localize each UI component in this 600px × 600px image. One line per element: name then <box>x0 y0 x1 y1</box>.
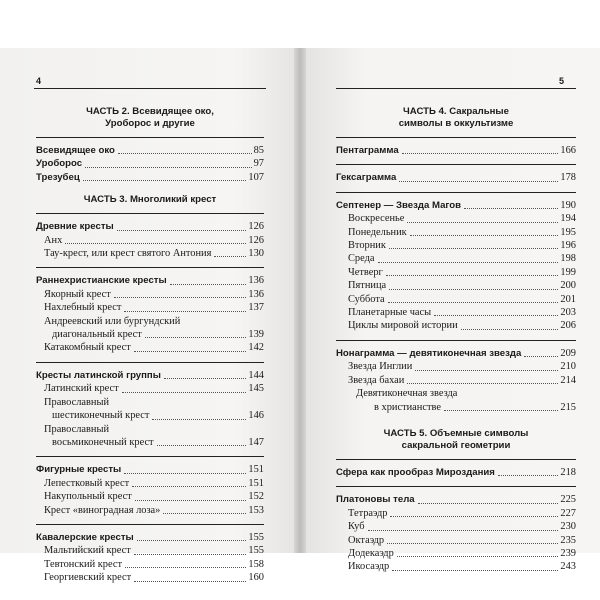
divider <box>36 267 264 268</box>
toc-entry[interactable] <box>36 157 264 170</box>
leader-dots <box>461 329 559 330</box>
toc-subentry[interactable] <box>336 374 576 387</box>
entry-title: Гексаграмма <box>336 172 397 184</box>
header-rule <box>34 88 266 89</box>
leader-dots <box>407 383 558 384</box>
toc-subentry[interactable] <box>36 315 264 342</box>
entry-title: Циклы мировой истории <box>348 320 458 332</box>
entry-page: 126 <box>248 234 264 246</box>
entry-title: Планетарные часы <box>348 307 432 319</box>
leader-dots <box>124 473 246 474</box>
entry-page: 166 <box>560 145 576 156</box>
toc-entry[interactable] <box>36 274 264 287</box>
toc-subentry[interactable] <box>336 252 576 265</box>
entry-page: 158 <box>248 558 264 570</box>
toc-subentry[interactable] <box>336 319 576 332</box>
leader-dots <box>152 419 246 420</box>
divider <box>336 192 576 193</box>
leader-dots <box>134 351 247 352</box>
leader-dots <box>170 284 247 285</box>
right-page-number: 5 <box>558 76 564 86</box>
divider <box>336 340 576 341</box>
left-page-number: 4 <box>36 76 42 86</box>
part-2-heading <box>36 106 264 130</box>
entry-title: Тау-крест, или крест святого Антония <box>44 248 212 260</box>
entry-title: Тетраэдр <box>348 507 388 519</box>
leader-dots <box>524 356 558 357</box>
leader-dots <box>134 554 247 555</box>
leader-dots <box>117 230 247 231</box>
leader-dots <box>386 275 559 276</box>
toc-subentry[interactable] <box>36 544 264 557</box>
entry-page: 215 <box>560 401 576 413</box>
entry-title: Древние кресты <box>36 221 114 233</box>
entry-title: Андреевский или бургундский <box>44 315 181 327</box>
toc-entry[interactable] <box>36 531 264 544</box>
entry-page: 97 <box>253 158 264 170</box>
toc-subentry[interactable] <box>336 547 576 560</box>
toc-subentry[interactable] <box>36 234 264 247</box>
entry-title: Православный <box>44 396 110 408</box>
toc-subentry[interactable] <box>36 423 264 450</box>
toc-entry[interactable] <box>36 463 264 476</box>
toc-subentry[interactable] <box>36 504 264 517</box>
leader-dots <box>118 153 252 154</box>
leader-dots <box>387 543 558 544</box>
entry-title: Православный <box>44 423 110 435</box>
entry-page: 160 <box>248 572 264 584</box>
entry-page: 137 <box>248 302 264 314</box>
entry-title: Пентаграмма <box>336 145 399 156</box>
toc-entry[interactable] <box>336 199 576 212</box>
entry-page: 199 <box>560 266 576 278</box>
divider <box>336 459 576 460</box>
toc-subentry[interactable] <box>336 279 576 292</box>
entry-title: Икосаэдр <box>348 561 390 573</box>
leader-dots <box>390 516 558 517</box>
entry-page: 218 <box>560 466 576 478</box>
part-title-line: ЧАСТЬ 2. Всевидящее око, <box>86 106 214 117</box>
toc-subentry[interactable] <box>336 534 576 547</box>
leader-dots <box>389 289 558 290</box>
entry-title: Всевидящее око <box>36 145 115 156</box>
entry-page: 130 <box>248 248 264 260</box>
entry-title: Крест «виноградная лоза» <box>44 504 161 516</box>
entry-page: 142 <box>248 342 264 354</box>
entry-page: 198 <box>560 253 576 265</box>
toc-subentry[interactable] <box>336 239 576 252</box>
entry-page: 147 <box>248 436 264 448</box>
entry-page: 203 <box>560 307 576 319</box>
part-3-heading: ЧАСТЬ 3. Многоликий крест <box>83 194 217 206</box>
entry-page: 195 <box>560 226 576 238</box>
toc-subentry[interactable] <box>336 293 576 306</box>
leader-dots <box>407 222 558 223</box>
entry-page: 230 <box>560 521 576 533</box>
entry-page: 190 <box>560 199 576 211</box>
entry-page: 243 <box>560 561 576 573</box>
toc-subentry[interactable] <box>36 571 264 584</box>
entry-page: 196 <box>560 240 576 252</box>
entry-page: 145 <box>248 383 264 395</box>
entry-page: 227 <box>560 507 576 519</box>
entry-title: шестиконечный крест <box>52 410 150 422</box>
entry-page: 155 <box>248 531 264 543</box>
entry-title: в христианстве <box>374 401 441 413</box>
entry-page: 239 <box>560 547 576 559</box>
toc-subentry[interactable] <box>36 477 264 490</box>
entry-title: Уроборос <box>36 158 83 170</box>
entry-title: Вторник <box>348 240 386 252</box>
entry-title: диагональный крест <box>52 329 142 341</box>
leader-dots <box>388 302 559 303</box>
toc-subentry[interactable] <box>36 558 264 571</box>
divider <box>336 137 576 138</box>
leader-dots <box>402 153 559 154</box>
entry-title: Среда <box>348 253 375 265</box>
part-4-heading <box>336 106 576 130</box>
part-title-line: символы в оккультизме <box>398 118 514 129</box>
entry-page: 194 <box>560 213 576 225</box>
toc-entry[interactable] <box>336 347 576 360</box>
entry-page: 200 <box>560 280 576 292</box>
toc-subentry[interactable] <box>36 396 264 423</box>
book-gutter <box>294 48 306 553</box>
divider <box>336 164 576 165</box>
leader-dots <box>418 503 559 504</box>
leader-dots <box>434 315 558 316</box>
leader-dots <box>137 540 247 541</box>
leader-dots <box>399 181 558 182</box>
toc-subentry[interactable] <box>336 387 576 414</box>
entry-page: 209 <box>560 347 576 359</box>
entry-title: Воскресенье <box>348 213 405 225</box>
toc-entry[interactable] <box>336 493 576 506</box>
toc-subentry[interactable] <box>336 507 576 520</box>
leader-dots <box>389 248 559 249</box>
entry-title: Катакомбный крест <box>44 342 131 354</box>
leader-dots <box>392 570 558 571</box>
toc-subentry[interactable] <box>36 288 264 301</box>
divider <box>36 524 264 525</box>
divider <box>36 362 264 363</box>
divider <box>36 456 264 457</box>
header-rule <box>336 88 576 89</box>
entry-title: Латинский крест <box>44 383 119 395</box>
entry-title: Куб <box>348 521 365 533</box>
toc-subentry[interactable] <box>36 382 264 395</box>
entry-title: Нахлебный крест <box>44 302 122 314</box>
leader-dots <box>214 256 246 257</box>
leader-dots <box>122 392 247 393</box>
entry-title: Пятница <box>348 280 387 292</box>
right-toc <box>336 106 576 574</box>
entry-title: Накупольный крест <box>44 491 132 503</box>
entry-page: 235 <box>560 534 576 546</box>
part-title-line: сакральной геометрии <box>401 439 511 451</box>
entry-title: Септенер — Звезда Магов <box>336 199 462 211</box>
entry-title: Анх <box>44 234 63 246</box>
left-toc <box>36 106 264 585</box>
toc-subentry[interactable] <box>336 306 576 319</box>
leader-dots <box>65 243 246 244</box>
entry-title: Сфера как прообраз Мироздания <box>336 466 495 478</box>
entry-page: 210 <box>560 361 576 373</box>
entry-title: Октаэдр <box>348 534 385 546</box>
entry-page: 107 <box>248 171 264 183</box>
entry-title: Четверг <box>348 266 383 278</box>
entry-title: Георгиевский крест <box>44 572 132 584</box>
toc-subentry[interactable] <box>336 226 576 239</box>
toc-entry[interactable] <box>336 171 576 184</box>
entry-page: 151 <box>248 477 264 489</box>
entry-page: 201 <box>560 293 576 305</box>
entry-page: 225 <box>560 494 576 506</box>
entry-page: 155 <box>248 545 264 557</box>
toc-subentry[interactable] <box>336 266 576 279</box>
entry-title: восьмиконечный крест <box>52 436 154 448</box>
toc-entry[interactable] <box>36 171 264 184</box>
leader-dots <box>397 556 559 557</box>
entry-page: 136 <box>248 275 264 287</box>
leader-dots <box>164 378 246 379</box>
leader-dots <box>132 486 246 487</box>
entry-title: Девятиконечная звезда <box>356 388 458 400</box>
toc-subentry[interactable] <box>36 247 264 260</box>
toc-subentry[interactable] <box>336 560 576 573</box>
entry-page: 153 <box>248 504 264 516</box>
entry-page: 152 <box>248 491 264 503</box>
entry-page: 206 <box>560 320 576 332</box>
entry-page: 139 <box>248 329 264 341</box>
leader-dots <box>125 567 246 568</box>
entry-title: Лепестковый крест <box>44 477 130 489</box>
part-title-line: ЧАСТЬ 4. Сакральные <box>403 106 509 117</box>
leader-dots <box>464 208 558 209</box>
part-title-line: Уроборос и другие <box>105 118 195 129</box>
entry-title: Платоновы тела <box>336 494 415 506</box>
leader-dots <box>157 445 247 446</box>
leader-dots <box>415 370 558 371</box>
entry-title: Суббота <box>348 293 385 305</box>
entry-title: Звезда бахаи <box>348 374 405 386</box>
leader-dots <box>145 337 247 338</box>
right-page <box>306 48 600 573</box>
entry-title: Додекаэдр <box>348 547 394 559</box>
leader-dots <box>85 167 252 168</box>
toc-subentry[interactable] <box>36 341 264 354</box>
leader-dots <box>135 500 247 501</box>
leader-dots <box>498 475 559 476</box>
entry-page: 144 <box>248 369 264 381</box>
divider <box>36 137 264 138</box>
leader-dots <box>114 297 247 298</box>
entry-title: Звезда Инглии <box>348 361 413 373</box>
entry-title: Фигурные кресты <box>36 464 122 476</box>
divider <box>36 213 264 214</box>
entry-title: Трезубец <box>36 171 80 183</box>
entry-title: Мальтийский крест <box>44 545 131 557</box>
entry-page: 151 <box>248 464 264 476</box>
entry-page: 214 <box>560 374 576 386</box>
entry-title: Тевтонский крест <box>44 558 123 570</box>
toc-entry[interactable] <box>36 369 264 382</box>
entry-title: Раннехристианские кресты <box>36 275 167 287</box>
toc-subentry[interactable] <box>336 360 576 373</box>
toc-entry[interactable] <box>336 144 576 157</box>
leader-dots <box>444 410 558 411</box>
entry-title: Кресты латинской группы <box>36 369 161 381</box>
entry-page: 126 <box>248 221 264 233</box>
entry-page: 146 <box>248 410 264 422</box>
entry-title: Якорный крест <box>44 288 111 300</box>
entry-title: Кавалерские кресты <box>36 531 134 543</box>
entry-page: 178 <box>560 172 576 184</box>
divider <box>336 486 576 487</box>
toc-entry[interactable] <box>336 466 576 479</box>
part-5-heading <box>336 428 576 452</box>
part-title-line: ЧАСТЬ 5. Объемные символы <box>383 427 529 439</box>
toc-subentry[interactable] <box>336 520 576 533</box>
left-page <box>0 48 294 584</box>
leader-dots <box>378 262 559 263</box>
entry-title: Понедельник <box>348 226 407 238</box>
toc-subentry[interactable] <box>36 301 264 314</box>
leader-dots <box>83 180 247 181</box>
entry-title: Нонаграмма — девятиконечная звезда <box>336 347 522 359</box>
toc-subentry[interactable] <box>36 490 264 503</box>
leader-dots <box>124 311 246 312</box>
entry-page: 136 <box>248 288 264 300</box>
leader-dots <box>163 513 246 514</box>
entry-page: 85 <box>253 145 264 156</box>
leader-dots <box>410 235 559 236</box>
toc-entry[interactable] <box>36 144 264 157</box>
leader-dots <box>134 581 246 582</box>
toc-entry[interactable] <box>36 220 264 233</box>
toc-subentry[interactable] <box>336 212 576 225</box>
leader-dots <box>368 530 559 531</box>
